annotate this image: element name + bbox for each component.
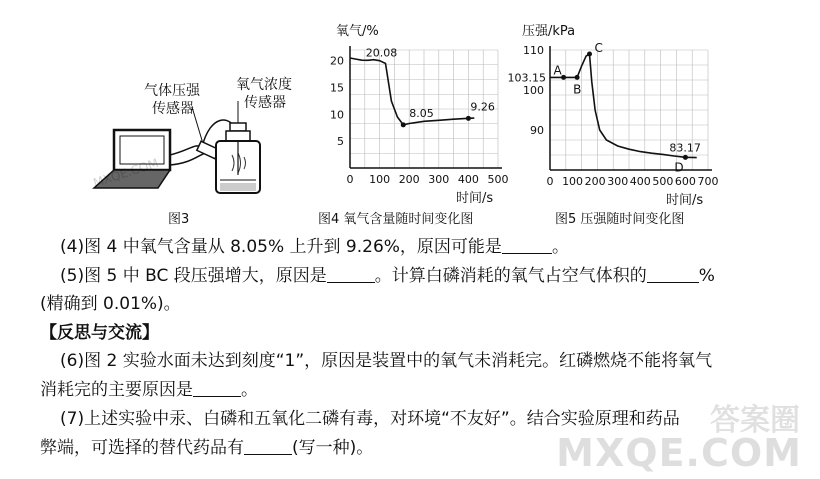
question-7-line-1: (7)上述实验中汞、白磷和五氧化二磷有毒，对环境“不友好”。结合实验原理和药品	[60, 409, 680, 429]
watermark-text: MXQE.COM	[556, 431, 802, 475]
pressure-sensor-label-line2: 传感器	[152, 101, 194, 117]
data-label: B	[573, 82, 582, 97]
x-tick-label: 600	[674, 175, 696, 188]
y-tick-label: 5	[337, 135, 344, 149]
question-6-line-1: (6)图 2 实验水面未达到刻度“1”，原因是装置中的氧气未消耗完。红磷燃烧不能将氧气	[60, 351, 713, 371]
x-tick-label: 0	[546, 175, 554, 188]
pressure-sensor-label-line1: 气体压强	[144, 83, 200, 99]
question-4-blank[interactable]	[502, 237, 552, 254]
question-4-text: (4)图 4 中氧气含量从 8.05% 上升到 9.26%，原因可能是	[60, 237, 502, 257]
data-point	[587, 52, 592, 57]
data-label: 83.17	[669, 141, 701, 155]
y-tick-label: 15	[330, 81, 344, 95]
figure-3-caption: 图3	[168, 212, 190, 227]
data-label: 20.08	[365, 46, 398, 60]
question-7-blank[interactable]	[244, 438, 292, 455]
figure-5	[507, 22, 720, 208]
data-point	[683, 155, 688, 160]
oxygen-sensor-label-line2: 传感器	[244, 95, 286, 111]
x-axis-label: 时间/s	[666, 193, 704, 208]
x-tick-label: 200	[398, 173, 420, 186]
pressure-chart	[507, 22, 720, 208]
y-tick-label: 110	[523, 44, 544, 57]
section-heading: 【反思与交流】	[40, 323, 159, 343]
question-7-text: 弊端，可选择的替代药品有	[40, 438, 244, 458]
x-tick-label: 300	[607, 175, 629, 188]
data-label: C	[594, 41, 603, 55]
question-5: (5)图 5 中 BC 段压强增大，原因是 。计算白磷消耗的氧气占空气体积的 %	[60, 266, 715, 286]
data-point	[401, 122, 406, 127]
oxygen-chart	[318, 22, 508, 207]
y-tick-label: 20	[330, 54, 344, 68]
y-axis-label: 氧气/%	[336, 24, 379, 39]
x-tick-label: 0	[346, 173, 354, 186]
y-axis-label: 压强/kPa	[522, 24, 576, 39]
oxygen-sensor-label-line1: 氧气浓度	[236, 77, 292, 93]
question-5-blank-1[interactable]	[327, 266, 375, 283]
watermark-small: MXQE.COM	[91, 155, 161, 191]
x-tick-label: 500	[487, 173, 509, 186]
watermark-logo: 答案圈	[710, 403, 800, 438]
data-label: A	[553, 63, 562, 78]
figure-5-caption: 图5 压强随时间变化图	[555, 212, 685, 227]
data-label: 8.05	[409, 106, 434, 120]
y-tick-label: 10	[330, 108, 344, 122]
x-tick-label: 100	[369, 173, 391, 186]
y-tick-label: 90	[530, 124, 544, 137]
x-axis-label: 时间/s	[456, 191, 494, 206]
x-tick-label: 500	[652, 175, 674, 188]
x-tick-label: 200	[584, 175, 606, 188]
data-point	[561, 75, 566, 80]
data-label: D	[674, 160, 684, 175]
data-label: 9.26	[470, 100, 495, 114]
question-6-line-2: 消耗完的主要原因是 。	[40, 380, 258, 400]
figure-4-caption: 图4 氧气含量随时间变化图	[318, 212, 474, 227]
x-tick-label: 100	[562, 175, 584, 188]
data-point	[466, 116, 471, 121]
question-5-text: (5)图 5 中 BC 段压强增大，原因是	[60, 266, 327, 286]
figure-4	[318, 22, 508, 207]
y-tick-label: 100	[523, 84, 544, 97]
question-7-line-2: 弊端，可选择的替代药品有 (写一种)。	[40, 438, 374, 458]
question-6-blank[interactable]	[193, 380, 241, 397]
data-label: 103.15	[507, 71, 546, 85]
question-4: (4)图 4 中氧气含量从 8.05% 上升到 9.26%，原因可能是 。	[60, 237, 569, 257]
data-point	[575, 75, 580, 80]
question-5-blank-2[interactable]	[647, 266, 699, 283]
flask-icon	[216, 123, 260, 193]
x-tick-label: 400	[457, 173, 479, 186]
question-6-text: 消耗完的主要原因是	[40, 380, 193, 400]
question-5-line-2: (精确到 0.01%)。	[40, 294, 181, 314]
x-tick-label: 300	[428, 173, 450, 186]
x-tick-label: 700	[697, 175, 719, 188]
x-tick-label: 400	[629, 175, 651, 188]
